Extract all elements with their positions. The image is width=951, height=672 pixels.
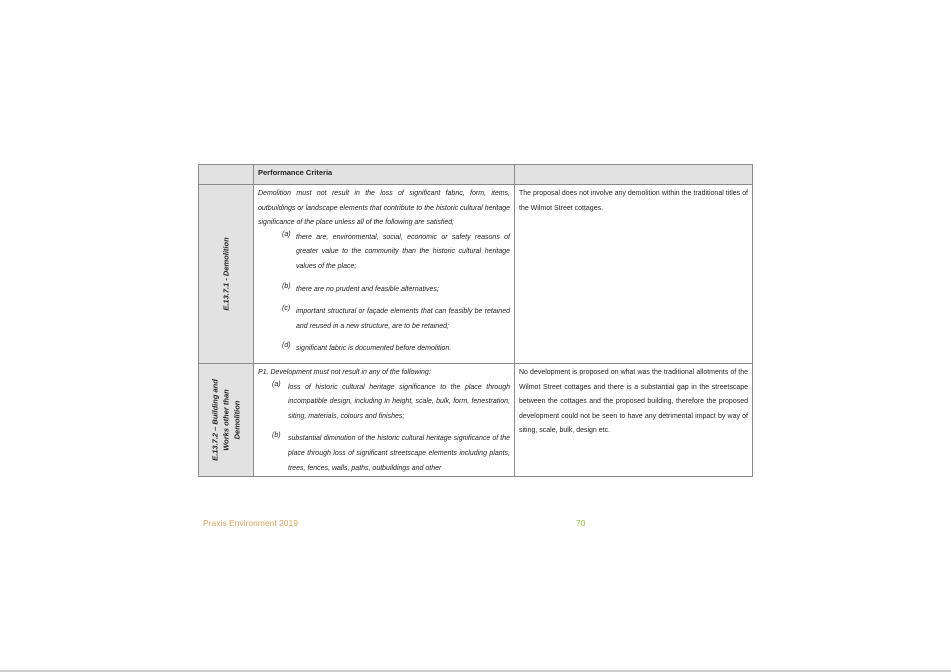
performance-criteria-table [198, 164, 753, 477]
table-row [199, 185, 753, 364]
criteria-item-label: (a) [282, 230, 291, 238]
criteria-item-text: there are, environmental, social, economic or safety reasons of greater value to the community than the historic cultural heritage values of the place; [296, 233, 510, 270]
row-label-cell [199, 185, 254, 364]
criteria-cell [254, 364, 515, 477]
criteria-item-label: (b) [272, 432, 281, 440]
criteria-intro: P1. Development must not result in any of the following: [258, 369, 431, 376]
response-cell [515, 185, 753, 364]
row-label-line: E.13.7.2 – Building and [210, 379, 220, 461]
criteria-item-text: loss of historic cultural heritage significance to the place through incompatible design, including in height, scale, bulk, form, fenestration, siting, materials, colours and finishes; [288, 383, 510, 420]
criteria-item [282, 342, 510, 357]
header-blank-cell-right [515, 165, 753, 185]
response-text: No development is proposed on what was the traditional allotments of the Wilmot Street cottages and there is a substantial gap in the streetscape between the cottages and the proposed building, therefore the proposed development could not be seen to have any detrimental impact by way of siting, scale, bulk, design etc. [519, 369, 748, 435]
row-label-building-works [210, 379, 243, 461]
criteria-item-label: (c) [282, 305, 291, 313]
criteria-item [282, 231, 510, 275]
row-label-demolition: E.13.7.1 - Demolition [221, 237, 231, 311]
footer-company: Praxis Environment 2019 [203, 518, 298, 528]
criteria-item-label: (d) [282, 342, 291, 350]
header-blank-cell [199, 165, 254, 185]
table-row [199, 364, 753, 477]
page-number: 70 [576, 518, 586, 528]
response-text: The proposal does not involve any demolition within the traditional titles of the Wilmot Street cottages. [519, 190, 748, 212]
criteria-item [272, 381, 510, 425]
criteria-item-label: (a) [272, 380, 281, 388]
row-label-line: Works other than [221, 389, 231, 451]
criteria-intro: Demolition must not result in the loss of significant fabric, form, items, outbuildings or landscape elements that contribute to the historic cultural heritage significance of the place unless all of the following are satisfied; [258, 190, 510, 227]
criteria-item-text: substantial diminution of the historic cultural heritage significance of the place through loss of significant streetscape elements including plants, trees, fences, walls, paths, outbuildings and other [288, 435, 510, 472]
criteria-item [272, 432, 510, 476]
criteria-item-text: significant fabric is documented before demolition. [296, 345, 452, 353]
header-performance-criteria: Performance Criteria [254, 165, 515, 185]
criteria-item-label: (b) [282, 282, 291, 290]
criteria-item [282, 283, 510, 298]
row-label-cell [199, 364, 254, 477]
response-cell [515, 364, 753, 477]
criteria-cell [254, 185, 515, 364]
criteria-item [282, 305, 510, 334]
row-label-line: Demolition [232, 400, 242, 440]
table-header-row [199, 165, 753, 185]
criteria-item-text: important structural or façade elements that can feasibly be retained and reused in a new structure, are to be retained; [296, 308, 510, 330]
criteria-item-text: there are no prudent and feasible alternatives; [296, 285, 439, 293]
